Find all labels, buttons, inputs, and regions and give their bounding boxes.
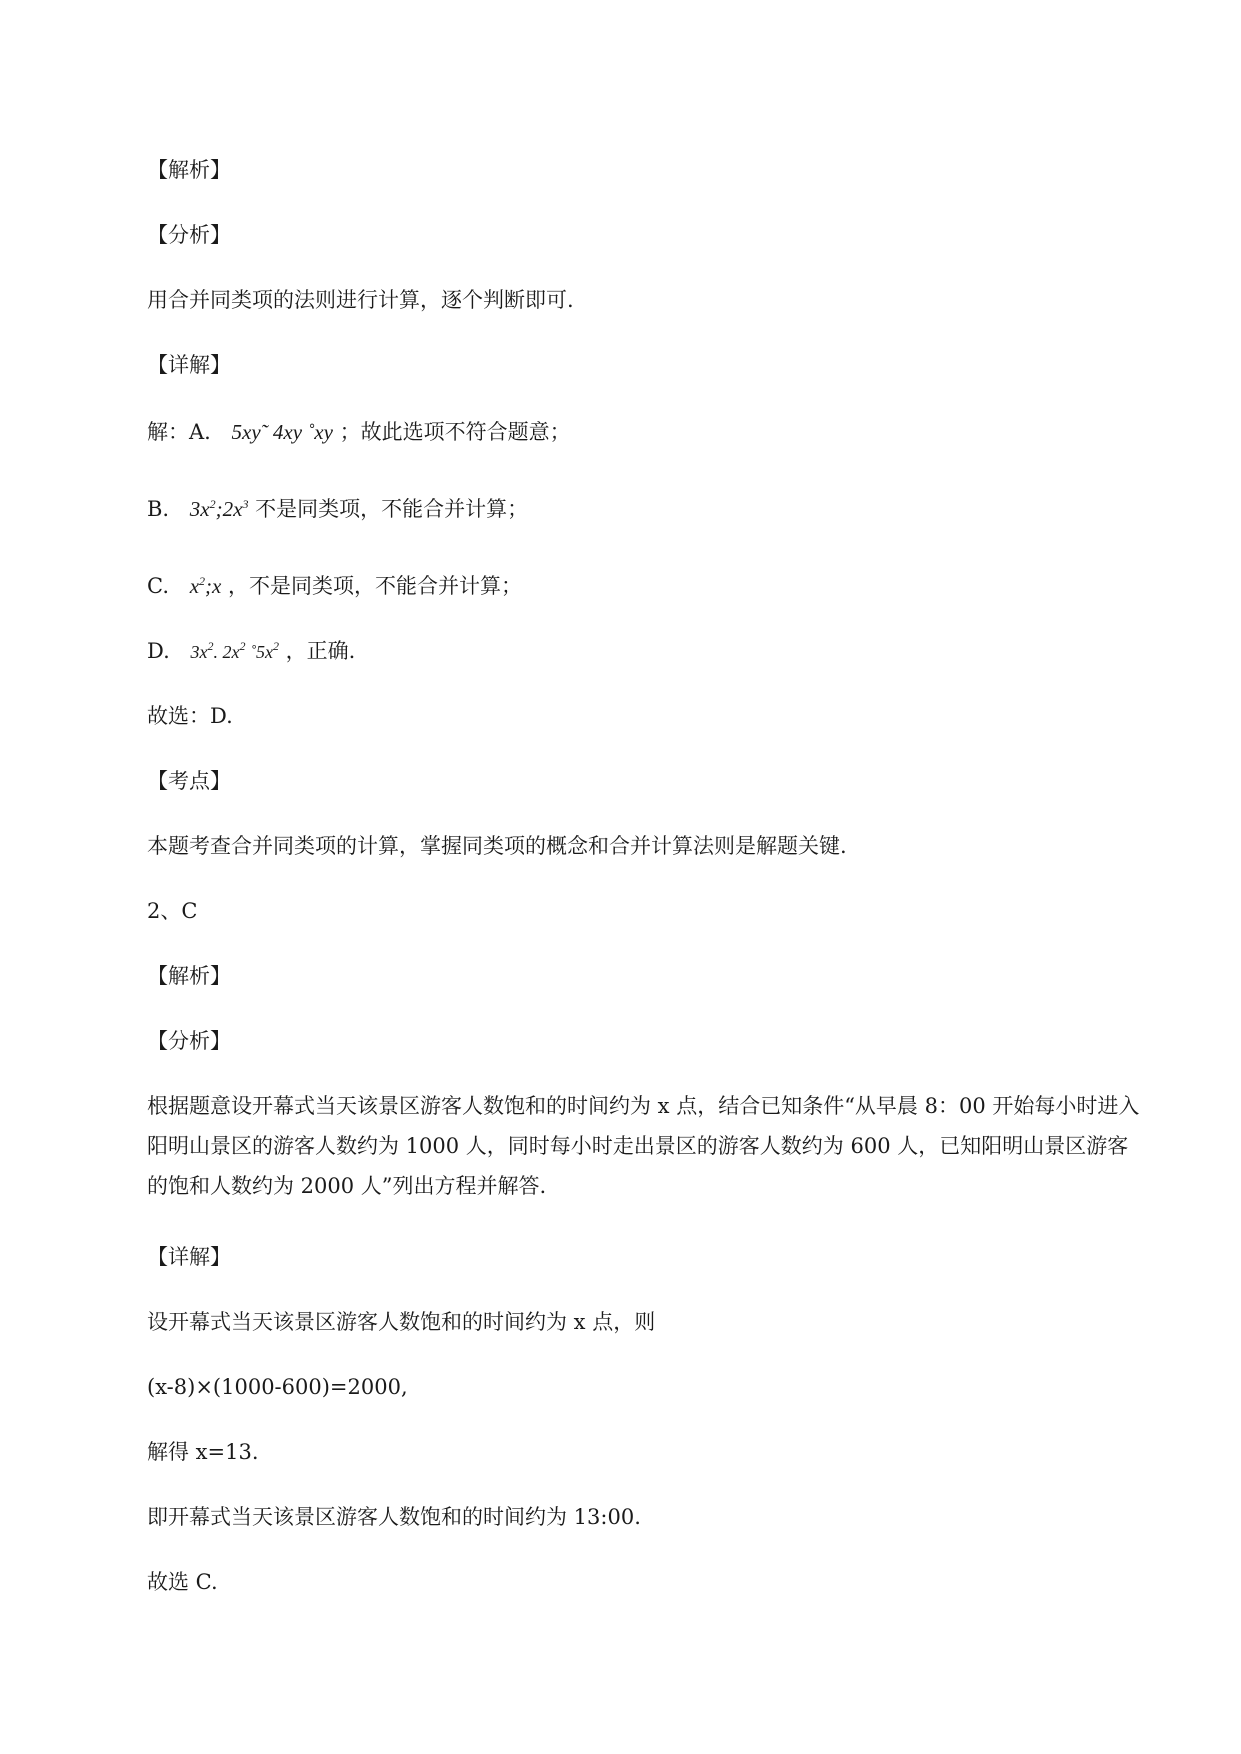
option-d-line xyxy=(147,637,355,666)
option-d-exp2: 2 xyxy=(239,639,246,653)
section-heading-analysis: 【解析】 xyxy=(147,158,231,182)
option-c-prefix: C. xyxy=(147,574,169,598)
option-b-exp1: 2 xyxy=(209,497,216,511)
option-b-prefix: B. xyxy=(147,497,170,521)
option-b-line xyxy=(147,495,528,523)
option-b-term1: 3x xyxy=(189,497,210,521)
option-b-expression xyxy=(190,497,249,521)
option-c-term1: x xyxy=(189,574,200,598)
reasoning-text: 用合并同类项的法则进行计算，逐个判断即可. xyxy=(147,288,574,312)
section-heading-details-2: 【详解】 xyxy=(147,1245,231,1269)
option-c-line xyxy=(147,572,522,600)
option-b-exp2: 3 xyxy=(242,497,249,511)
section-heading-reasoning-2: 【分析】 xyxy=(147,1029,231,1053)
key-point-text: 本题考查合并同类项的计算，掌握同类项的概念和合并计算法则是解题关键. xyxy=(147,834,847,858)
section-heading-key-point: 【考点】 xyxy=(147,769,231,793)
option-d-expression xyxy=(190,639,279,662)
option-c-conclusion: ，不是同类项，不能合并计算； xyxy=(228,574,523,598)
solution-line: 解得 x=13. xyxy=(147,1440,259,1464)
reasoning-text-2: 根据题意设开幕式当天该景区游客人数饱和的时间约为 x 点，结合已知条件“从早晨 8：00 开始每小时进入阳明山景区的游客人数约为 1000 人，同时每小时走出景区的游客人数约为 600 人，已知阳明山景区游客的饱和人数约为 2000 人”列出方程并解答. xyxy=(147,1094,1140,1198)
setup-text: 设开幕式当天该景区游客人数饱和的时间约为 x 点，则 xyxy=(147,1310,656,1334)
option-c-exp1: 2 xyxy=(199,574,206,588)
section-heading-reasoning: 【分析】 xyxy=(147,223,231,247)
option-c-term2: ;x xyxy=(205,574,222,598)
option-d-exp1: 2 xyxy=(207,639,214,653)
option-a-conclusion: ；故此选项不符合题意； xyxy=(339,420,571,444)
option-d-conclusion: ，正确. xyxy=(285,639,356,663)
option-d-term3: ˚5x xyxy=(245,642,273,662)
section-heading-details: 【详解】 xyxy=(147,353,231,377)
option-a-expression: 5xy˜ 4xy ˚xy xyxy=(231,420,333,444)
option-a-line xyxy=(147,418,571,446)
section-heading-analysis-2: 【解析】 xyxy=(147,964,231,988)
option-b-term2: ;2x xyxy=(215,497,243,521)
answer-line-1: 故选：D. xyxy=(147,704,233,728)
option-d-exp3: 2 xyxy=(272,639,279,653)
option-d-prefix: D. xyxy=(147,639,170,663)
conclusion-line: 即开幕式当天该景区游客人数饱和的时间约为 13:00. xyxy=(147,1505,641,1529)
answer-line-2: 故选 C. xyxy=(147,1570,218,1594)
question-2-answer: 2、C xyxy=(147,899,198,923)
option-b-conclusion: 不是同类项，不能合并计算； xyxy=(255,497,529,521)
option-c-expression xyxy=(190,574,222,598)
equation-line: (x-8)×(1000-600)=2000, xyxy=(147,1375,408,1399)
option-d-term2: . 2x xyxy=(213,642,240,662)
option-d-term1: 3x xyxy=(190,642,208,662)
option-a-prefix: 解：A. xyxy=(147,420,211,444)
